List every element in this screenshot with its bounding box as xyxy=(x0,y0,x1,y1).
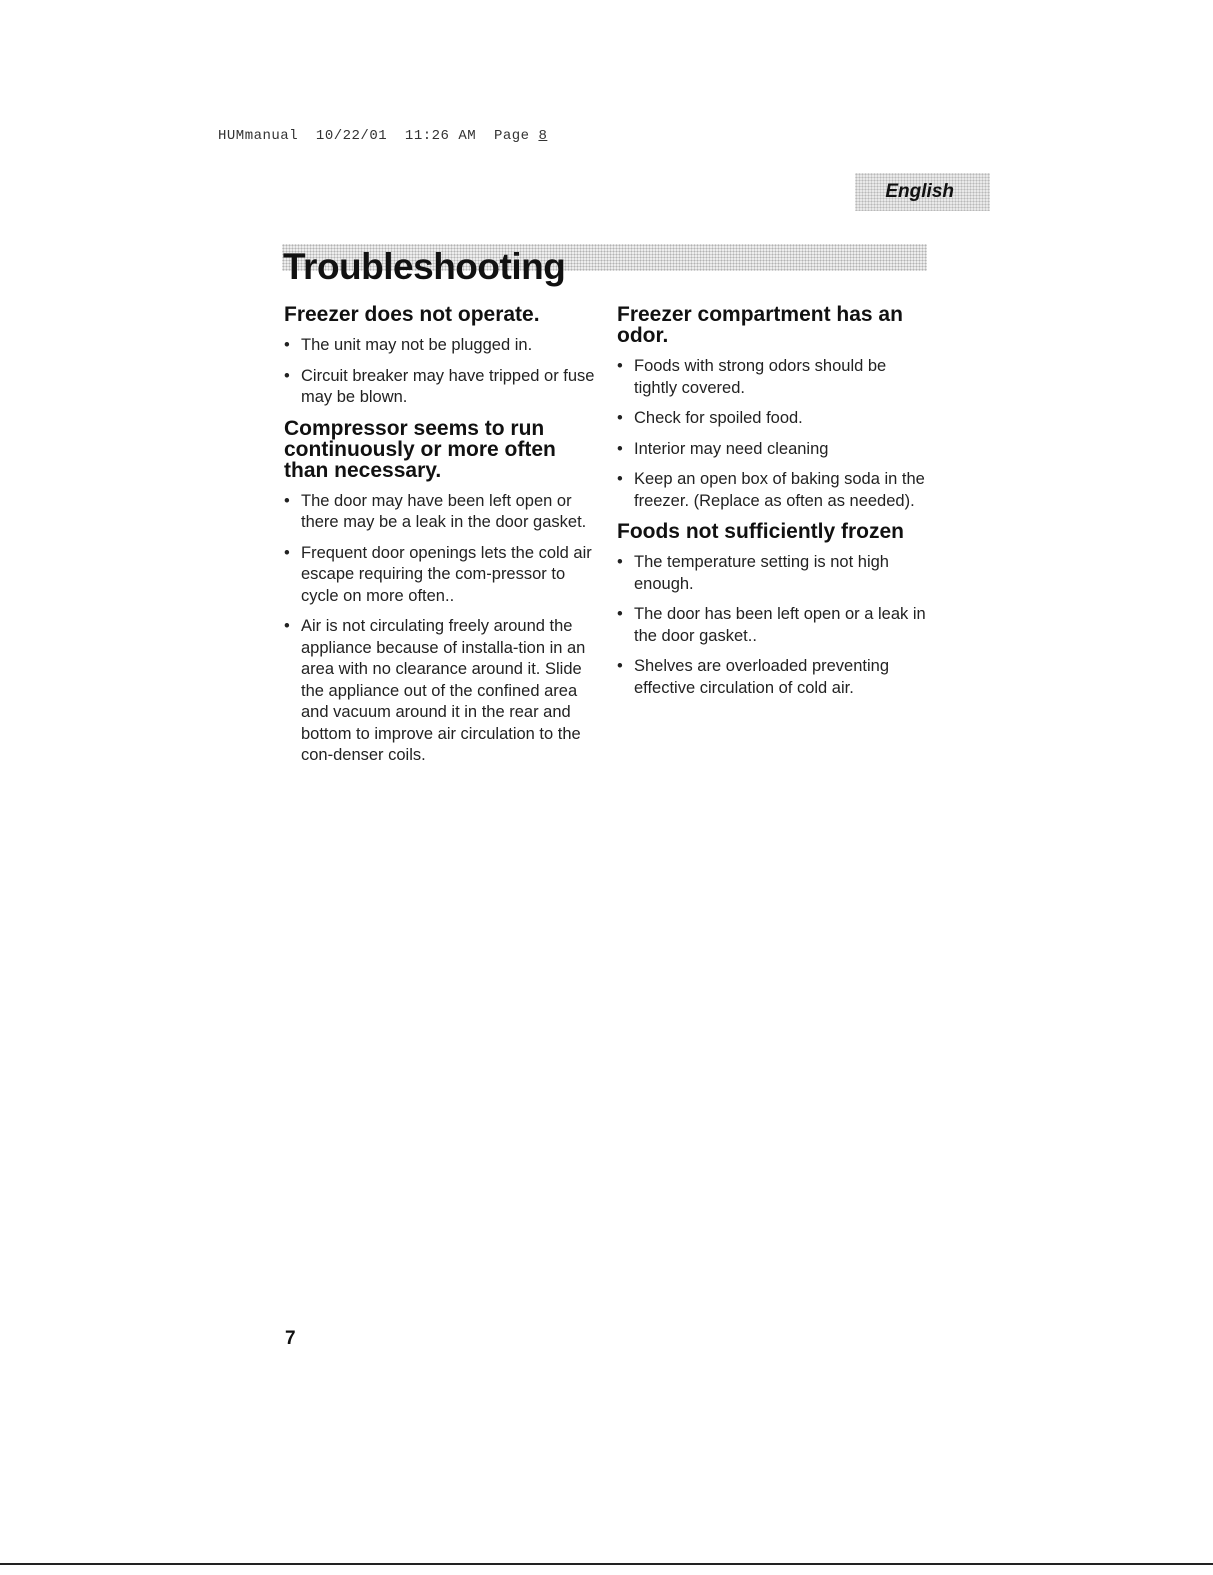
list-item-text: Circuit breaker may have tripped or fuse may be blown. xyxy=(301,366,595,406)
list-item xyxy=(284,335,596,357)
page-number: 7 xyxy=(285,1328,296,1349)
list-item xyxy=(617,604,927,647)
page-title: Troubleshooting xyxy=(283,246,566,287)
bullet-icon: • xyxy=(284,491,290,510)
section-heading: Freezer does not operate. xyxy=(284,303,540,326)
list-item-text: The door may have been left open or there may be a leak in the door gasket. xyxy=(301,491,587,531)
bullet-icon: • xyxy=(617,553,623,571)
list-item xyxy=(617,439,927,461)
list-item-text: Shelves are overloaded preventing effective circulation of cold air. xyxy=(634,657,890,697)
bullet-icon: • xyxy=(617,605,623,623)
slug-page: 8 xyxy=(538,128,548,144)
list-item-text: Frequent door openings lets the cold air escape requiring the com-pressor to cycle on more often.. xyxy=(301,543,592,605)
list-item xyxy=(617,469,927,512)
list-item-text: Interior may need cleaning xyxy=(634,439,829,458)
section-odor xyxy=(617,304,927,512)
bullet-list xyxy=(617,356,927,512)
bullet-list xyxy=(284,491,596,767)
list-item xyxy=(284,366,596,409)
bullet-icon: • xyxy=(617,357,623,375)
language-tab xyxy=(855,173,990,211)
bullet-icon: • xyxy=(284,543,290,562)
section-heading: Compressor seems to run continuously or more often than necessary. xyxy=(284,416,556,482)
list-item xyxy=(284,491,596,534)
list-item xyxy=(617,356,927,399)
section-not-frozen xyxy=(617,521,927,699)
bullet-icon: • xyxy=(284,366,290,385)
list-item-text: Check for spoiled food. xyxy=(634,409,803,427)
bullet-icon: • xyxy=(284,617,290,635)
section-heading: Freezer compartment has an odor. xyxy=(617,303,903,347)
bullet-list xyxy=(284,335,596,409)
bullet-icon: • xyxy=(617,439,623,458)
print-slug xyxy=(218,128,547,144)
list-item-text: Air is not circulating freely around the appliance because of installa-tion in an area with no clearance around it. Slide the appliance out of the confined area and vacuum around it in the rear and bottom to improve air circulation to the con-denser coils. xyxy=(301,617,586,764)
list-item-text: Foods with strong odors should be tightly covered. xyxy=(634,357,887,397)
bullet-icon: • xyxy=(617,657,623,675)
bullet-icon: • xyxy=(284,336,290,354)
list-item xyxy=(284,543,596,608)
bullet-list xyxy=(617,552,927,699)
bullet-icon: • xyxy=(617,409,623,427)
section-compressor-runs xyxy=(284,418,596,767)
language-tab-label: English xyxy=(885,181,954,202)
list-item-text: The temperature setting is not high enough. xyxy=(634,553,889,593)
slug-text: HUMmanual 10/22/01 11:26 AM Page xyxy=(218,128,539,144)
bullet-icon: • xyxy=(617,470,623,488)
list-item xyxy=(284,616,596,767)
left-column xyxy=(284,304,596,776)
list-item xyxy=(617,656,927,699)
section-heading: Foods not sufficiently frozen xyxy=(617,520,904,543)
section-freezer-not-operate xyxy=(284,304,596,409)
right-column xyxy=(617,304,927,708)
list-item-text: The door has been left open or a leak in the door gasket.. xyxy=(634,605,926,645)
list-item-text: Keep an open box of baking soda in the freezer. (Replace as often as needed). xyxy=(634,470,925,510)
list-item xyxy=(617,552,927,595)
list-item-text: The unit may not be plugged in. xyxy=(301,336,533,354)
list-item xyxy=(617,408,927,430)
bottom-rule xyxy=(0,1563,1213,1565)
